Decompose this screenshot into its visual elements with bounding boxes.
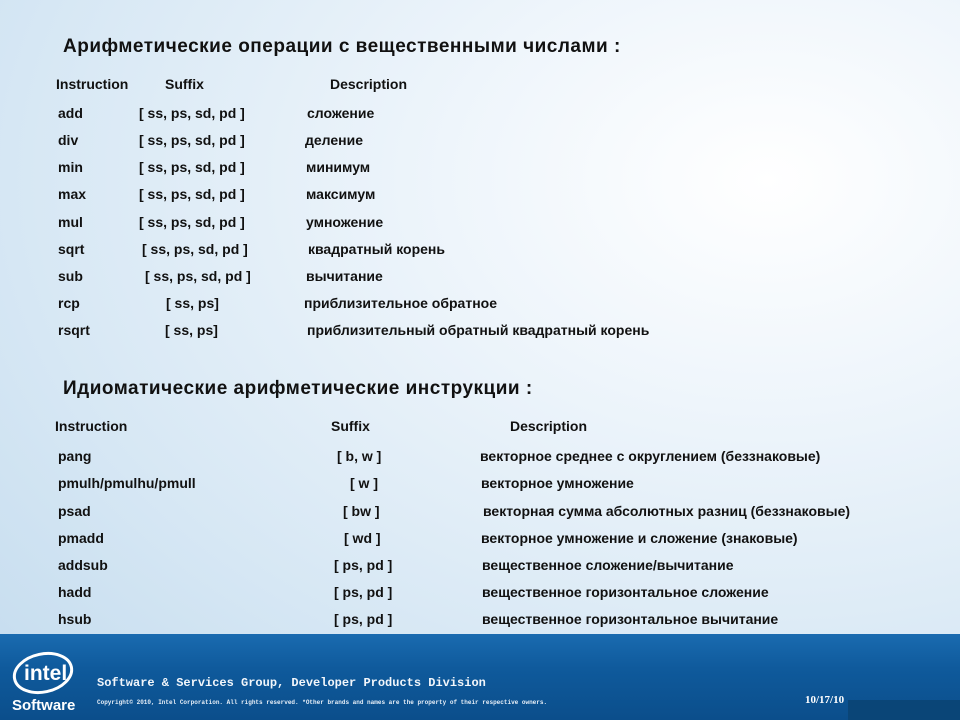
table-cell-instruction: hsub [58, 611, 92, 627]
section2-title: Идиоматические арифметические инструкции : [63, 378, 533, 399]
table-cell-suffix: [ ss, ps, sd, pd ] [139, 214, 245, 230]
section1-header-suffix: Suffix [165, 76, 204, 92]
table-cell-suffix: [ ps, pd ] [334, 611, 393, 627]
table-cell-suffix: [ w ] [350, 475, 378, 491]
table-cell-instruction: pmulh/pmulhu/pmull [58, 475, 196, 491]
table-cell-suffix: [ wd ] [344, 530, 381, 546]
footer-group-name: Software & Services Group, Developer Products Division [97, 676, 486, 690]
table-cell-suffix: [ ss, ps, sd, pd ] [139, 105, 245, 121]
table-cell-instruction: rcp [58, 295, 80, 311]
table-cell-suffix: [ ps, pd ] [334, 584, 393, 600]
table-cell-instruction: div [58, 132, 79, 148]
section2-header-instruction: Instruction [55, 418, 128, 434]
table-cell-suffix: [ bw ] [343, 503, 380, 519]
table-cell-description: вещественное сложение/вычитание [482, 557, 734, 573]
table-cell-suffix: [ ss, ps] [165, 322, 218, 338]
logo-subtext: Software [12, 697, 76, 714]
table-cell-instruction: pang [58, 448, 92, 464]
table-cell-description: векторное умножение [481, 475, 634, 491]
table-cell-instruction: addsub [58, 557, 108, 573]
table-cell-instruction: hadd [58, 584, 92, 600]
footer-copyright: Copyright© 2010, Intel Corporation. All rights reserved. *Other brands and names are the property of their respective owners. [97, 699, 548, 706]
footer-bar [0, 634, 960, 720]
table-cell-instruction: sub [58, 268, 83, 284]
table-cell-suffix: [ ss, ps, sd, pd ] [139, 159, 245, 175]
table-cell-suffix: [ ps, pd ] [334, 557, 393, 573]
table-cell-description: вещественное горизонтальное сложение [482, 584, 769, 600]
table-cell-instruction: rsqrt [58, 322, 90, 338]
table-cell-description: деление [305, 132, 364, 148]
table-cell-instruction: pmadd [58, 530, 104, 546]
section1-title: Арифметические операции с вещественными числами : [63, 36, 621, 57]
footer-date: 10/17/10 [805, 694, 845, 706]
footer-corner-bar [848, 700, 960, 720]
table-cell-suffix: [ ss, ps] [166, 295, 219, 311]
table-cell-description: умножение [306, 214, 384, 230]
table-cell-instruction: psad [58, 503, 91, 519]
section1-header-description: Description [330, 76, 408, 92]
intel-software-logo [10, 646, 80, 716]
table-cell-description: сложение [307, 105, 375, 121]
table-cell-suffix: [ ss, ps, sd, pd ] [145, 268, 251, 284]
table-cell-description: приблизительное обратное [304, 295, 497, 311]
logo-wordmark: intel [24, 662, 68, 685]
table-cell-instruction: add [58, 105, 83, 121]
table-cell-description: минимум [306, 159, 371, 175]
section2-header-suffix: Suffix [331, 418, 370, 434]
table-cell-suffix: [ b, w ] [337, 448, 382, 464]
table-cell-description: максимум [306, 186, 376, 202]
table-cell-suffix: [ ss, ps, sd, pd ] [139, 132, 245, 148]
table-cell-description: вычитание [306, 268, 383, 284]
table-cell-suffix: [ ss, ps, sd, pd ] [139, 186, 245, 202]
table-cell-instruction: min [58, 159, 83, 175]
table-cell-description: приблизительный обратный квадратный корень [307, 322, 650, 338]
section2-header-description: Description [510, 418, 588, 434]
table-cell-description: векторное умножение и сложение (знаковые) [481, 530, 798, 546]
table-cell-suffix: [ ss, ps, sd, pd ] [142, 241, 248, 257]
section1-header-instruction: Instruction [56, 76, 129, 92]
table-cell-instruction: sqrt [58, 241, 85, 257]
table-cell-description: квадратный корень [308, 241, 445, 257]
table-cell-description: вещественное горизонтальное вычитание [482, 611, 779, 627]
table-cell-instruction: mul [58, 214, 83, 230]
table-cell-instruction: max [58, 186, 87, 202]
table-cell-description: векторная сумма абсолютных разниц (беззнаковые) [483, 503, 851, 519]
table-cell-description: векторное среднее с округлением (беззнаковые) [480, 448, 821, 464]
